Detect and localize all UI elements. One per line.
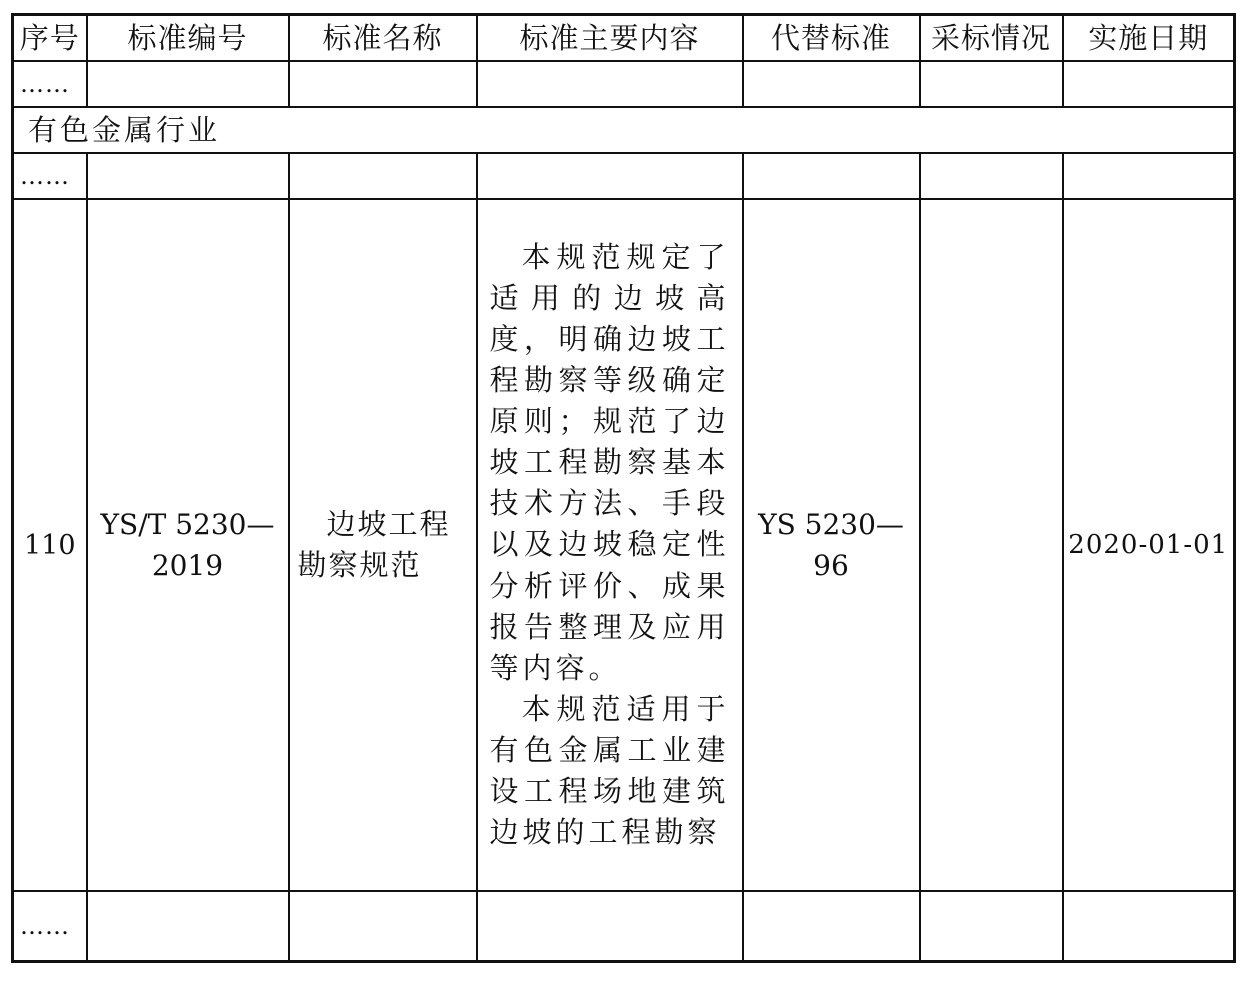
- ellipsis-cell: ……: [13, 891, 87, 962]
- ellipsis-cell: ……: [13, 153, 87, 199]
- ellipsis-row: [13, 153, 1235, 199]
- empty-cell: [743, 153, 920, 199]
- entry-name: [289, 199, 477, 891]
- header-cell-code: 标准编号: [87, 15, 289, 62]
- content-line: 适用的边坡高: [489, 280, 730, 315]
- empty-cell: [289, 153, 477, 199]
- header-cell-replaced: 代替标准: [743, 15, 920, 62]
- entry-number: 110: [13, 199, 87, 891]
- content-line: 有色金属工业建: [489, 732, 730, 767]
- header-cell-number: 序号: [13, 15, 87, 62]
- empty-cell: [87, 153, 289, 199]
- header-cell-adoption: 采标情况: [920, 15, 1063, 62]
- empty-cell: [477, 891, 743, 962]
- content-line: 以及边坡稳定性: [489, 527, 730, 562]
- empty-cell: [477, 61, 743, 107]
- header-cell-name: 标准名称: [289, 15, 477, 62]
- table-row: [13, 199, 1235, 891]
- header-row: [13, 15, 1235, 62]
- entry-code-line2: 2019: [151, 549, 224, 582]
- content-line: 坡工程勘察基本: [489, 445, 730, 480]
- empty-cell: [87, 891, 289, 962]
- empty-cell: [920, 153, 1063, 199]
- section-title: 有色金属行业: [13, 107, 1235, 153]
- empty-cell: [920, 891, 1063, 962]
- content-line: 原则；规范了边: [489, 404, 730, 439]
- content-line: 设工程场地建筑: [489, 774, 730, 809]
- content-line: 程勘察等级确定: [489, 363, 730, 398]
- section-row: [13, 107, 1235, 153]
- content-line: 边坡的工程勘察: [489, 815, 721, 850]
- content-line: 技术方法、手段: [489, 486, 730, 521]
- empty-cell: [743, 891, 920, 962]
- empty-cell: [1063, 891, 1235, 962]
- entry-date: 2020-01-01: [1063, 199, 1235, 891]
- empty-cell: [477, 153, 743, 199]
- entry-name-text1: 边坡工程: [326, 507, 451, 541]
- header-cell-date: 实施日期: [1063, 15, 1235, 62]
- standards-table: [11, 13, 1236, 963]
- empty-cell: [920, 61, 1063, 107]
- empty-cell: [1063, 61, 1235, 107]
- entry-content: [477, 199, 743, 891]
- empty-cell: [1063, 153, 1235, 199]
- content-line: 等内容。: [489, 650, 622, 685]
- entry-code-line1: YS/T 5230—: [100, 508, 275, 541]
- empty-cell: [743, 61, 920, 107]
- content-line: 报告整理及应用: [489, 609, 730, 644]
- ellipsis-row: [13, 891, 1235, 962]
- entry-replaced: [743, 199, 920, 891]
- entry-adoption: [920, 199, 1063, 891]
- entry-name-line1: [298, 504, 468, 545]
- content-line: 度，明确边坡工: [489, 321, 730, 356]
- entry-replaced-line1: YS 5230—: [758, 508, 904, 541]
- content-line: 本规范适用于: [519, 691, 730, 726]
- ellipsis-cell: ……: [13, 61, 87, 107]
- empty-cell: [289, 891, 477, 962]
- entry-replaced-line2: 96: [813, 549, 849, 582]
- empty-cell: [87, 61, 289, 107]
- ellipsis-row: [13, 61, 1235, 107]
- content-line: 本规范规定了: [519, 239, 730, 274]
- entry-code: [87, 199, 289, 891]
- empty-cell: [289, 61, 477, 107]
- header-cell-content: 标准主要内容: [477, 15, 743, 62]
- content-line: 分析评价、成果: [489, 568, 730, 603]
- entry-name-line2: 勘察规范: [297, 548, 422, 582]
